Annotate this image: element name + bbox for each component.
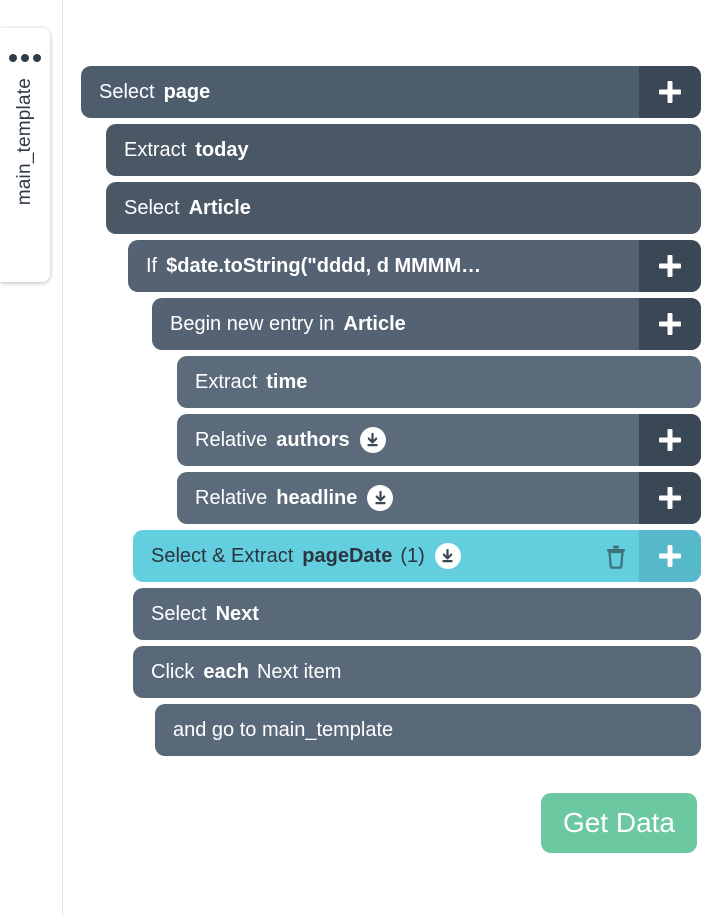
download-icon[interactable]: [360, 427, 386, 453]
step-target-label: Article: [343, 312, 406, 335]
add-step-button[interactable]: [639, 298, 701, 350]
step-action-label: Relative: [195, 486, 268, 509]
workflow-step-body[interactable]: [177, 414, 639, 466]
workflow-step-row[interactable]: [133, 646, 701, 698]
workflow-step-row[interactable]: [152, 298, 701, 350]
step-action-label: Extract: [124, 138, 187, 161]
workflow-step-row[interactable]: [106, 182, 701, 234]
workflow-step-body[interactable]: [177, 356, 701, 408]
three-dots-icon[interactable]: [9, 54, 41, 62]
step-target-label: Article: [188, 196, 251, 219]
add-step-button[interactable]: [639, 530, 701, 582]
step-action-label: Select: [124, 196, 180, 219]
workflow-step-body[interactable]: [106, 124, 701, 176]
get-data-wrap: [541, 793, 697, 853]
workflow-step-body[interactable]: [128, 240, 639, 292]
step-target-label: each: [203, 660, 249, 683]
step-action-label: Click: [151, 660, 195, 683]
workflow-step-row[interactable]: [177, 356, 701, 408]
workflow-step-body[interactable]: [133, 588, 701, 640]
workflow-step-body[interactable]: [155, 704, 701, 756]
workflow-step-body[interactable]: [133, 646, 701, 698]
step-action-label: Select: [151, 602, 207, 625]
workflow-step-body[interactable]: [81, 66, 639, 118]
step-count-label: (1): [400, 544, 425, 567]
template-tab[interactable]: [0, 28, 50, 282]
template-tab-label: main_template: [14, 78, 35, 206]
workflow-step-body[interactable]: [152, 298, 639, 350]
workflow-panel: [62, 0, 724, 916]
download-icon[interactable]: [435, 543, 461, 569]
workflow-step-row[interactable]: [81, 66, 701, 118]
step-action-label: Select & Extract: [151, 544, 294, 567]
workflow-step-body[interactable]: [106, 182, 701, 234]
workflow-step-row[interactable]: [155, 704, 701, 756]
workflow-step-list: [63, 66, 724, 762]
workflow-step-row[interactable]: [133, 588, 701, 640]
step-target-label: Next: [215, 602, 259, 625]
step-count-label: Next item: [256, 660, 342, 683]
download-icon[interactable]: [367, 485, 393, 511]
step-target-label: headline: [276, 486, 358, 509]
get-data-button[interactable]: Get Data: [541, 793, 697, 853]
workflow-step-row[interactable]: [177, 414, 701, 466]
workflow-step-body[interactable]: [133, 530, 593, 582]
step-target-label: pageDate: [302, 544, 393, 567]
add-step-button[interactable]: [639, 472, 701, 524]
step-action-label: and go to main_template: [173, 718, 394, 741]
workflow-step-row[interactable]: [177, 472, 701, 524]
step-target-label: $date.toString("dddd, d MMMM…: [166, 254, 482, 277]
step-action-label: Relative: [195, 428, 268, 451]
add-step-button[interactable]: [639, 414, 701, 466]
workflow-step-row[interactable]: [128, 240, 701, 292]
step-target-label: page: [163, 80, 211, 103]
step-action-label: If: [146, 254, 158, 277]
step-target-label: authors: [276, 428, 350, 451]
left-rail: [0, 0, 62, 916]
delete-icon[interactable]: [593, 530, 639, 582]
step-action-label: Select: [99, 80, 155, 103]
workflow-step-body[interactable]: [177, 472, 639, 524]
add-step-button[interactable]: [639, 240, 701, 292]
step-target-label: time: [266, 370, 308, 393]
workflow-step-row[interactable]: [106, 124, 701, 176]
step-target-label: today: [195, 138, 249, 161]
step-action-label: Extract: [195, 370, 258, 393]
add-step-button[interactable]: [639, 66, 701, 118]
workflow-step-row[interactable]: [133, 530, 701, 582]
step-action-label: Begin new entry in: [170, 312, 335, 335]
